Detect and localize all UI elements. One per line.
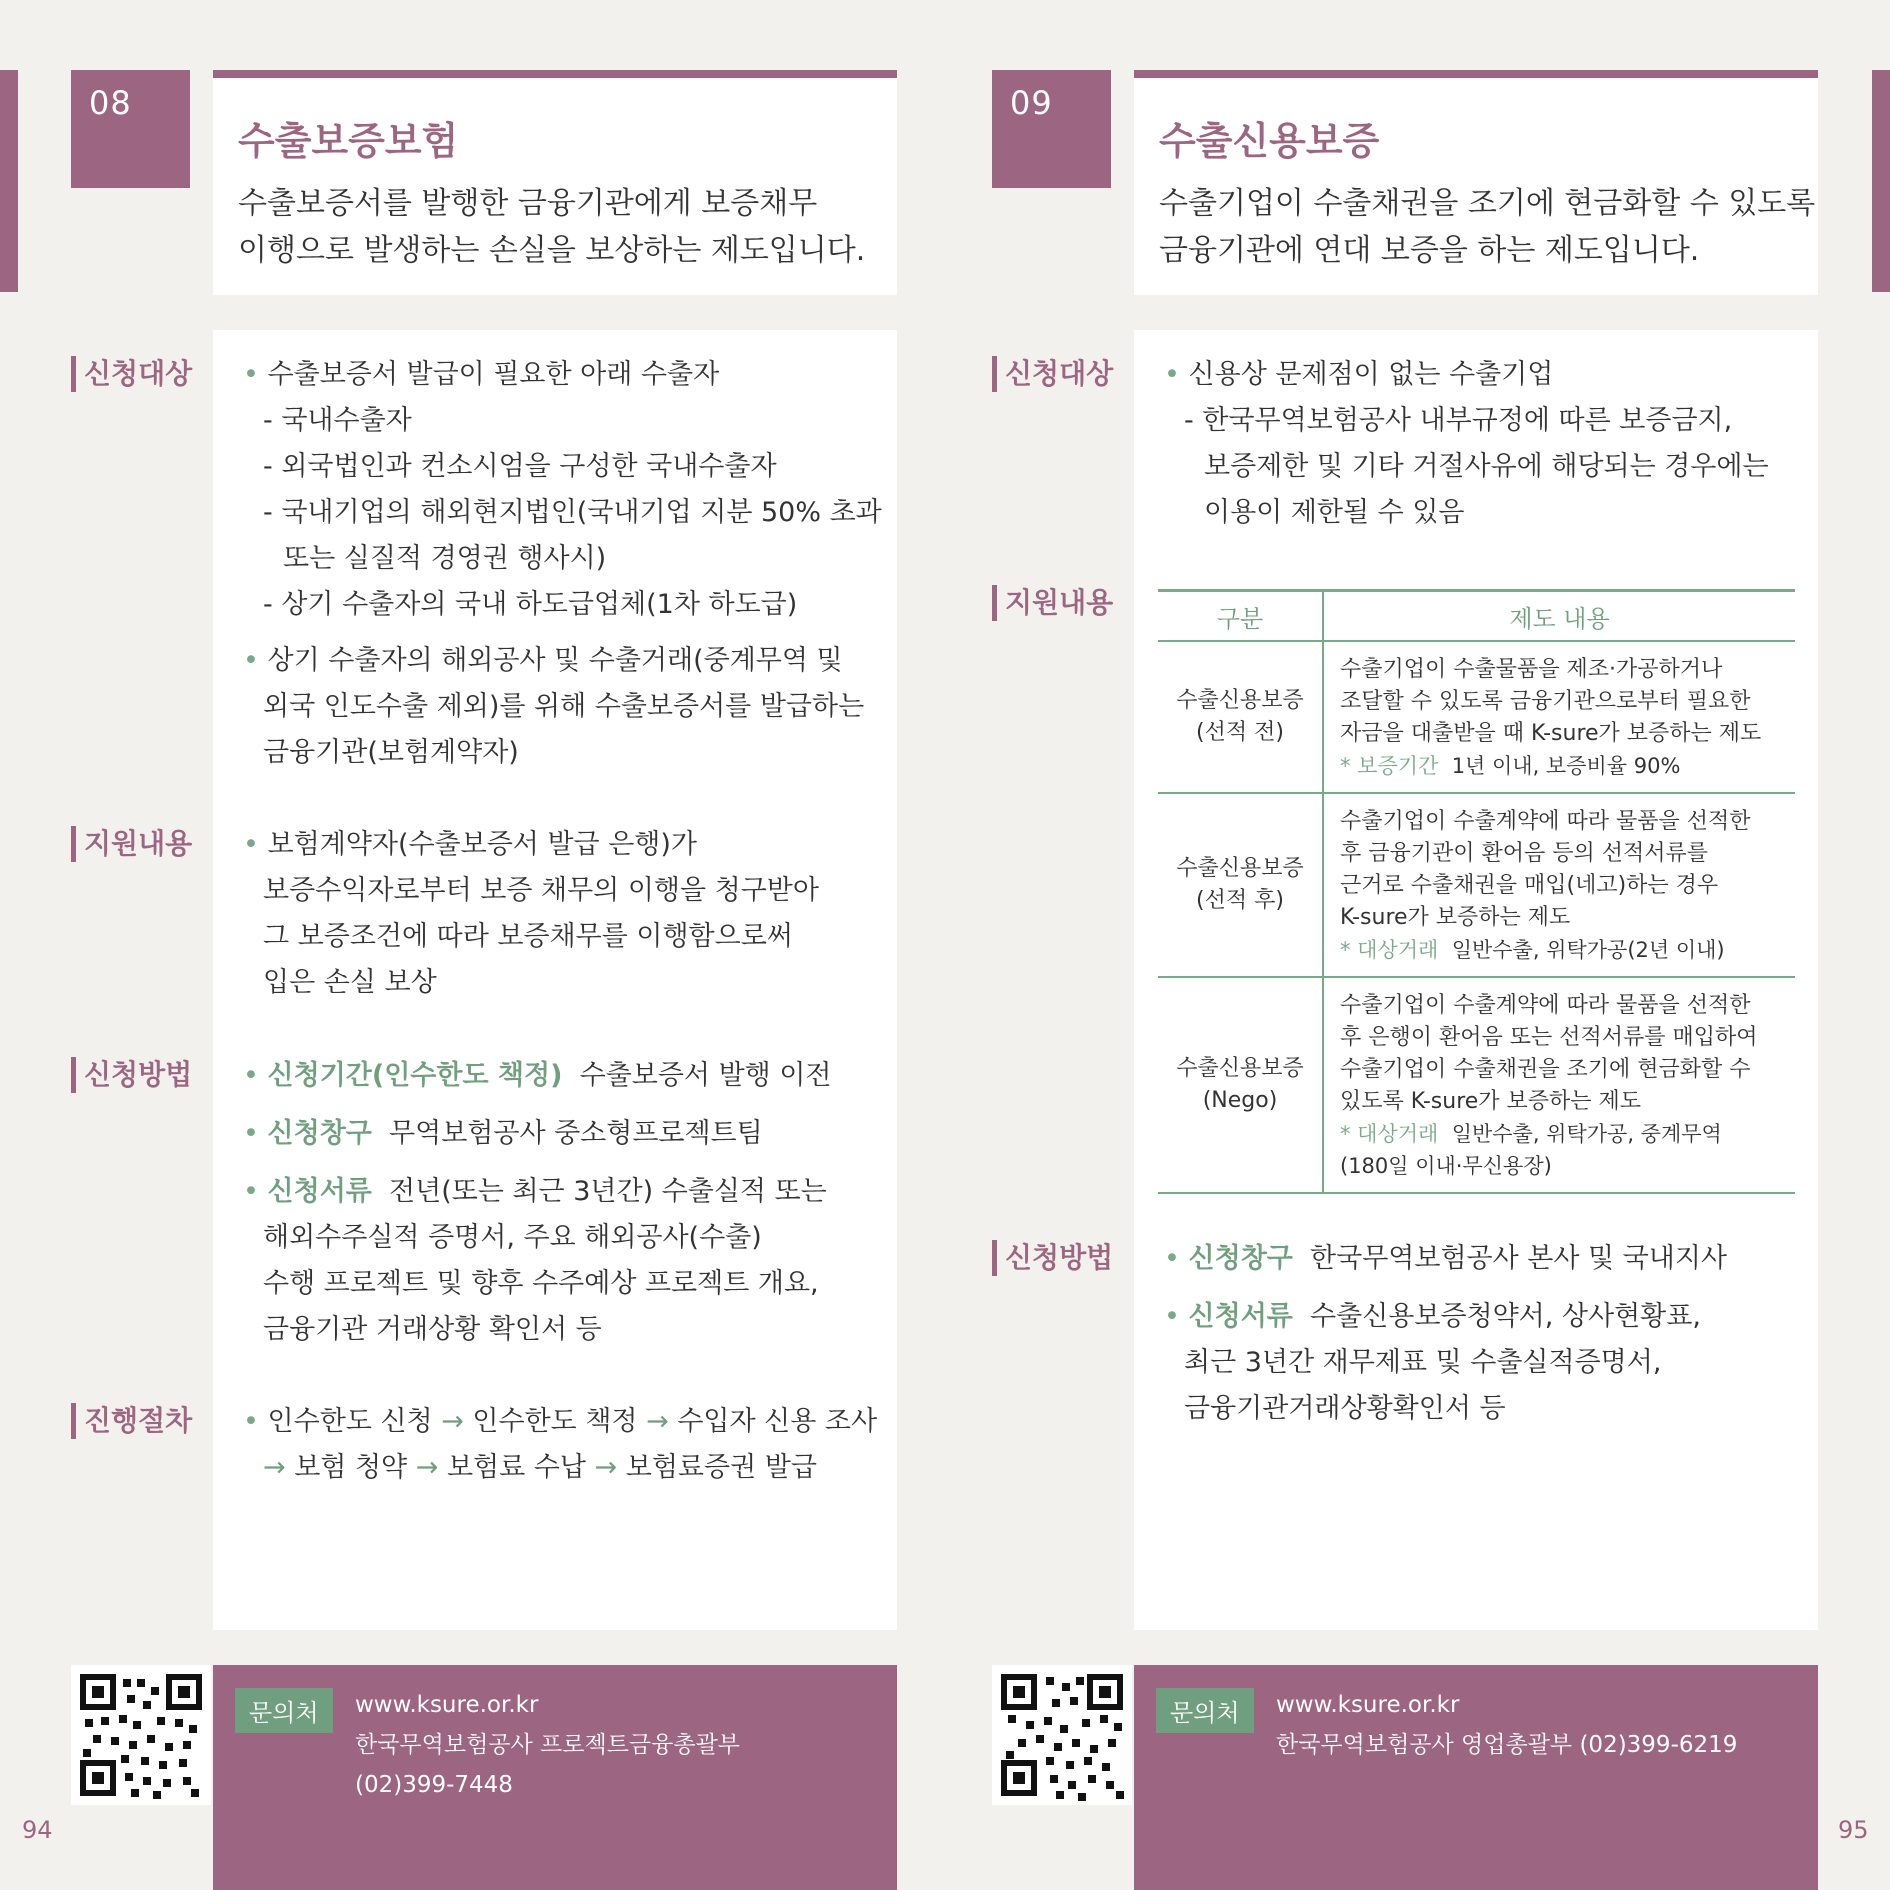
label-method: 신청방법 xyxy=(71,1057,192,1093)
title-card xyxy=(1134,70,1818,295)
list-subitem: - 상기 수출자의 국내 하도급업체(1차 하도급) xyxy=(263,589,798,620)
list-item: • 상기 수출자의 해외공사 및 수출거래(중계무역 및 xyxy=(243,645,843,676)
arrow-icon: → xyxy=(646,1406,669,1437)
arrow-icon: → xyxy=(415,1452,439,1483)
arrow-icon: → xyxy=(441,1406,464,1437)
list-item: • 신청창구 한국무역보험공사 본사 및 국내지사 xyxy=(1164,1243,1728,1274)
list-subitem: - 국내수출자 xyxy=(263,405,412,436)
contact-website[interactable]: www.ksure.or.kr xyxy=(1276,1692,1460,1718)
table-header-category: 구분 xyxy=(1158,591,1323,642)
section-number-box xyxy=(992,70,1111,188)
contact-department: 한국무역보험공사 프로젝트금융총괄부 xyxy=(355,1732,741,1758)
section-number: 08 xyxy=(89,84,132,122)
section-number-box xyxy=(71,70,190,188)
table-header-content: 제도 내용 xyxy=(1323,591,1795,642)
left-edge-bar xyxy=(0,70,18,292)
target-list: • 신용상 문제점이 없는 수출기업 - 한국무역보험공사 내부규정에 따른 보증금지, 보증제한 및 기타 거절사유에 해당되는 경우에는 이용이 제한될 수 있음 xyxy=(1164,352,1804,536)
list-item: • 신청창구 무역보험공사 중소형프로젝트팀 xyxy=(243,1118,763,1149)
contact-tag: 문의처 xyxy=(1156,1688,1254,1733)
section-title: 수출신용보증 xyxy=(1159,119,1380,163)
table-row: 수출신용보증 (선적 전) 수출기업이 수출물품을 제조·가공하거나 조달할 수 있도록 금융기관으로부터 필요한 자금을 대출받을 때 K-sure가 보증하는 제도 * 보증기간 1년 이내, 보증비율 90% xyxy=(1158,641,1795,793)
label-support: 지원내용 xyxy=(992,585,1113,621)
section-description: 수출보증서를 발행한 금융기관에게 보증채무 이행으로 발생하는 손실을 보상하는 제도입니다. xyxy=(238,186,866,268)
section-title: 수출보증보험 xyxy=(238,119,459,163)
list-item: • 신청서류 수출신용보증청약서, 상사현황표, xyxy=(1164,1301,1701,1332)
label-target: 신청대상 xyxy=(71,356,192,392)
table-row: 수출신용보증 (선적 후) 수출기업이 수출계약에 따라 물품을 선적한 후 금융기관이 환어음 등의 선적서류를 근거로 수출채권을 매입(네고)하는 경우 K-sure가 보증하는 제도 * 대상거래 일반수출, 위탁가공(2년 이내) xyxy=(1158,793,1795,977)
arrow-icon: → xyxy=(263,1452,286,1483)
support-table xyxy=(1158,589,1795,1194)
list-item: • 보험계약자(수출보증서 발급 은행)가 xyxy=(243,829,697,860)
list-subitem: 또는 실질적 경영권 행사시) xyxy=(283,543,607,574)
qr-code-icon[interactable] xyxy=(992,1665,1132,1805)
list-subitem: - 국내기업의 해외현지법인(국내기업 지분 50% 초과 xyxy=(263,497,882,528)
list-item: • 신청기간(인수한도 책정) 수출보증서 발행 이전 xyxy=(243,1060,832,1091)
section-number: 09 xyxy=(1010,84,1053,122)
list-subitem: - 외국법인과 컨소시엄을 구성한 국내수출자 xyxy=(263,451,777,482)
target-list: • 수출보증서 발급이 필요한 아래 수출자 - 국내수출자 - 외국법인과 컨소시엄을 구성한 국내수출자 - 국내기업의 해외현지법인(국내기업 지분 50% 초과 또는 실질적 경영권 행사시) - 상기 수출자의 국내 하도급업체(1차 하도급) • 상기 수출자의 해외공사 및 수출거래(중계무역 및 외국 인도수출 제외)를 위해 수출보증서를 발급하는 금융기관(보험계약자) xyxy=(243,352,883,776)
list-item: • 수출보증서 발급이 필요한 아래 수출자 xyxy=(243,359,720,390)
qr-code-icon[interactable] xyxy=(71,1665,211,1805)
method-list: • 신청기간(인수한도 책정) 수출보증서 발행 이전 • 신청창구 무역보험공사 중소형프로젝트팀 • 신청서류 전년(또는 최근 3년간) 수출실적 또는 해외수주실적 증명서, 주요 해외공사(수출) 수행 프로젝트 및 향후 수주예상 프로젝트 개요, 금융기관 거래상황 확인서 등 xyxy=(243,1053,883,1353)
title-card xyxy=(213,70,897,295)
table-header-row xyxy=(1158,591,1795,642)
contact-phone: (02)399-7448 xyxy=(355,1772,513,1798)
label-target: 신청대상 xyxy=(992,356,1113,392)
list-item: • 인수한도 신청 → 인수한도 책정 → 수입자 신용 조사 xyxy=(243,1406,878,1437)
page-number: 95 xyxy=(1838,1816,1869,1844)
label-support: 지원내용 xyxy=(71,826,192,862)
label-process: 진행절차 xyxy=(71,1403,192,1439)
method-list: • 신청창구 한국무역보험공사 본사 및 국내지사 • 신청서류 수출신용보증청약서, 상사현황표, 최근 3년간 재무제표 및 수출실적증명서, 금융기관거래상황확인서 등 xyxy=(1164,1236,1804,1432)
list-item: • 신용상 문제점이 없는 수출기업 xyxy=(1164,359,1554,390)
contact-footer xyxy=(1134,1665,1818,1890)
contact-tag: 문의처 xyxy=(235,1688,333,1733)
label-method: 신청방법 xyxy=(992,1240,1113,1276)
arrow-icon: → xyxy=(594,1452,618,1483)
section-description: 수출기업이 수출채권을 조기에 현금화할 수 있도록 금융기관에 연대 보증을 하는 제도입니다. xyxy=(1159,186,1816,268)
contact-website[interactable]: www.ksure.or.kr xyxy=(355,1692,539,1718)
contact-department: 한국무역보험공사 영업총괄부 (02)399-6219 xyxy=(1276,1732,1738,1758)
table-row: 수출신용보증 (Nego) 수출기업이 수출계약에 따라 물품을 선적한 후 은행이 환어음 또는 선적서류를 매입하여 수출기업이 수출채권을 조기에 현금화할 수 있도록 K-sure가 보증하는 제도 * 대상거래 일반수출, 위탁가공, 중계무역 (180일 이내·무신용장) xyxy=(1158,977,1795,1193)
list-item: • 신청서류 전년(또는 최근 3년간) 수출실적 또는 xyxy=(243,1176,827,1207)
page-number: 94 xyxy=(22,1816,53,1844)
contact-footer xyxy=(213,1665,897,1890)
right-edge-bar xyxy=(1872,70,1890,292)
support-list: • 보험계약자(수출보증서 발급 은행)가 보증수익자로부터 보증 채무의 이행을 청구받아 그 보증조건에 따라 보증채무를 이행함으로써 입은 손실 보상 xyxy=(243,822,883,1006)
process-flow: • 인수한도 신청 → 인수한도 책정 → 수입자 신용 조사 → 보험 청약 → 보험료 수납 → 보험료증권 발급 xyxy=(243,1399,893,1491)
